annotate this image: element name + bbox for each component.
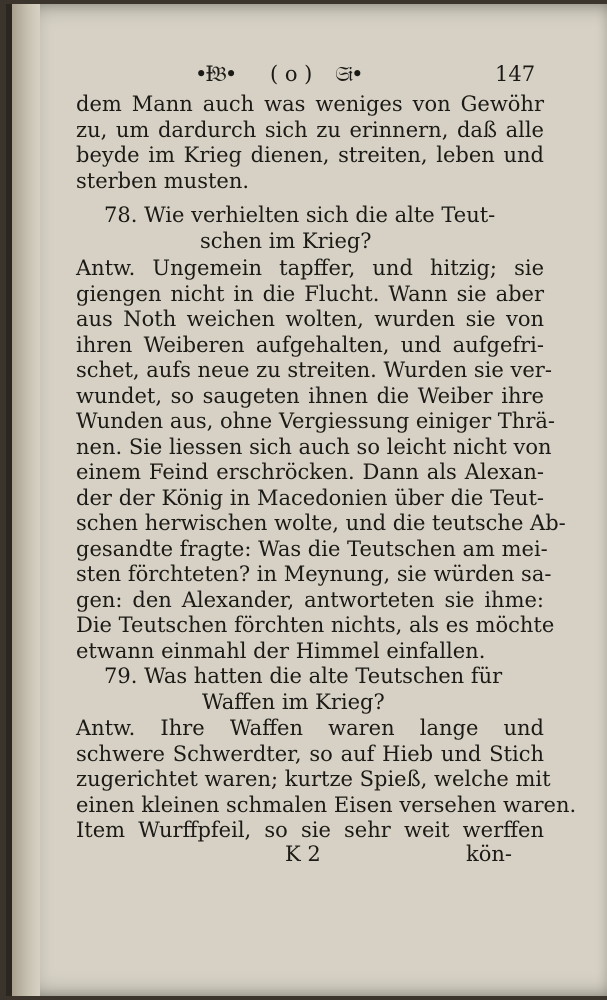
running-header [195, 62, 545, 92]
text-line: ihren Weiberen aufgehalten, und aufgefri- [76, 332, 544, 357]
text-line: nen. Sie liessen sich auch so leicht nicht von [76, 434, 552, 459]
text-line: Die Teutschen förchten nichts, als es möchte [76, 613, 555, 637]
answer-78-paragraph [76, 256, 566, 664]
question-78-heading: 78. Wie verhielten sich die alte Teut- [104, 203, 496, 227]
page-number: 147 [495, 62, 536, 86]
text-line: dem Mann auch was weniges von Gewöhr [76, 92, 544, 116]
question-78-heading-cont: schen im Krieg? [200, 229, 372, 253]
text-line: aus Noth weichen wolten, wurden sie von [76, 307, 544, 331]
text-line: wundet, so saugeten ihnen die Weiber ihre [76, 383, 544, 408]
text-line: einen kleinen schmalen Eisen versehen waren. [76, 792, 577, 817]
text-line: zugerichtet waren; kurtze Spieß, welche mit [76, 767, 551, 791]
text-line: einem Feind erschröcken. Dann als Alexan- [76, 460, 544, 484]
text-line: gesandte fragte: Was die Teutschen am mei- [76, 536, 548, 561]
catchword: kön- [466, 842, 512, 866]
page-gutter [12, 4, 40, 996]
answer-79-paragraph [76, 716, 577, 844]
text-line: giengen nicht in die Flucht. Wann sie aber [76, 281, 544, 306]
question-79-heading: 79. Was hatten die alte Teutschen für [104, 664, 503, 688]
text-line: schet, aufs neue zu streiten. Wurden sie ver- [76, 358, 552, 382]
text-line: Item Wurffpfeil, so sie sehr weit werffen [76, 818, 544, 842]
text-line: etwann einmahl der Himmel einfallen. [76, 638, 486, 663]
text-line: Wunden aus, ohne Vergiessung einiger Thrä- [76, 409, 555, 433]
text-line: der der König in Macedonien über die Teut- [76, 485, 544, 510]
text-line: schwere Schwerdter, so auf Hieb und Stich [76, 741, 544, 766]
text-line: beyde im Krieg dienen, streiten, leben und [76, 143, 544, 167]
text-line: gen: den Alexander, antworteten sie ihme: [76, 587, 544, 612]
text-line: sten förchteten? in Meynung, sie würden sa- [76, 562, 552, 586]
text-line: schen herwischen wolte, und die teutsche Ab- [76, 511, 566, 535]
text-line: Antw. Ihre Waffen waren lange und [76, 716, 544, 740]
header-signature-mark: ( o ) [270, 62, 313, 86]
text-line: zu, um dardurch sich zu erinnern, daß alle [76, 117, 544, 142]
question-79-heading-cont: Waffen im Krieg? [202, 690, 385, 714]
header-ornament-right: 𝔖𝔦• [335, 62, 362, 86]
intro-paragraph [76, 92, 544, 194]
header-ornament-left: •Ɨ𝔅• [195, 62, 236, 86]
signature-mark: K 2 [285, 842, 321, 866]
text-line: sterben musten. [76, 168, 250, 193]
text-line: Antw. Ungemein tapffer, und hitzig; sie [76, 256, 544, 280]
